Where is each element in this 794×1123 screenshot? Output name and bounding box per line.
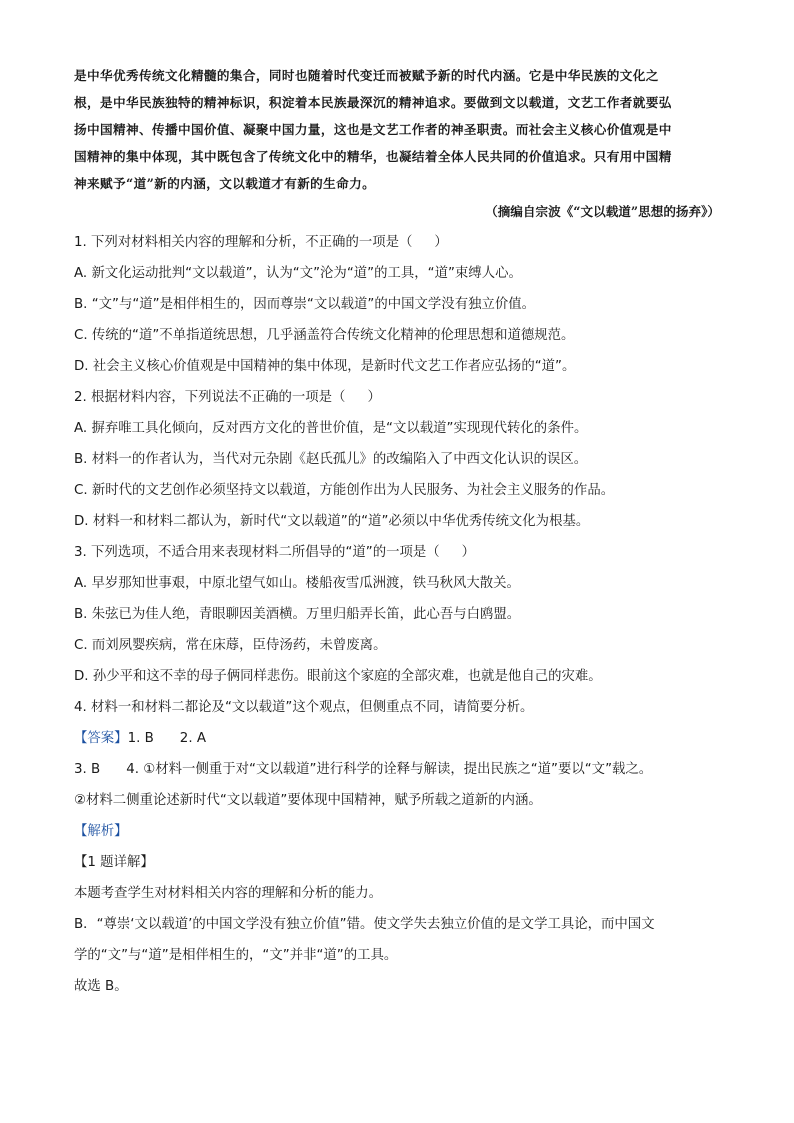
option-b: B. 材料一的作者认为，当代对元杂剧《赵氏孤儿》的改编陷入了中西文化认识的误区。 (74, 452, 588, 467)
passage-line: 是中华优秀传统文化精髓的集合，同时也随着时代变迁而被赋予新的时代内涵。它是中华民族的文化之 (74, 68, 659, 83)
question-2 (74, 382, 720, 537)
option-b: B. 朱弦已为佳人绝，青眼聊因美酒横。万里归船弄长笛，此心吾与白鸥盟。 (74, 607, 521, 622)
question-4 (74, 692, 720, 723)
passage-text (74, 62, 720, 197)
option-b: B. “文”与“道”是相伴相生的，因而尊崇“文以载道”的中国文学没有独立价值。 (74, 297, 536, 312)
option-a: A. 摒弃唯工具化倾向，反对西方文化的普世价值，是“文以载道”实现现代转化的条件。 (74, 421, 588, 436)
question-stem: 2. 根据材料内容，下列说法不正确的一项是（ ） (74, 390, 381, 405)
passage-line: 神来赋予“道”新的内涵，文以载道才有新的生命力。 (74, 176, 376, 191)
document-page (74, 62, 720, 1002)
answer-2: 2. A (179, 731, 206, 746)
analysis-b-line: 学的“文”与“道”是相伴相生的，“文”并非“道”的工具。 (74, 948, 398, 963)
answer-3: 3. B (74, 762, 101, 777)
option-d: D. 社会主义核心价值观是中国精神的集中体现，是新时代文艺工作者应弘扬的“道”。 (74, 359, 576, 374)
answer-section (74, 723, 720, 816)
option-c: C. 而刘夙婴疾病，常在床蓐，臣侍汤药，未曾废离。 (74, 638, 387, 653)
option-c: C. 新时代的文艺创作必须坚持文以载道，方能创作出为人民服务、为社会主义服务的作品。 (74, 483, 615, 498)
passage-source: （摘编自宗波《“文以载道”思想的扬弃》） (485, 204, 720, 219)
question-stem: 1. 下列对材料相关内容的理解和分析，不正确的一项是（ ） (74, 235, 448, 250)
option-a: A. 新文化运动批判“文以载道”，认为“文”沦为“道”的工具，“道”束缚人心。 (74, 266, 522, 281)
question-stem: 4. 材料一和材料二都论及“文以载道”这个观点，但侧重点不同，请简要分析。 (74, 700, 534, 715)
option-d: D. 孙少平和这不幸的母子俩同样悲伤。眼前这个家庭的全部灾难，也就是他自己的灾难。 (74, 669, 602, 684)
answer-tag: 【答案】 (74, 731, 128, 746)
analysis-heading: 【1 题详解】 (74, 855, 154, 870)
answer-1: 1. B (127, 731, 154, 746)
answer-line (74, 754, 720, 785)
option-a: A. 早岁那知世事艰，中原北望气如山。楼船夜雪瓜洲渡，铁马秋风大散关。 (74, 576, 520, 591)
answer-4-part1: 4. ①材料一侧重于对“文以载道”进行科学的诠释与解读，提出民族之“道”要以“文”载之。 (126, 762, 653, 777)
passage-line: 扬中国精神、传播中国价值、凝聚中国力量，这也是文艺工作者的神圣职责。而社会主义核心价值观是中 (74, 122, 672, 137)
passage-line: 国精神的集中体现，其中既包含了传统文化中的精华，也凝结着全体人民共同的价值追求。只有用中国精 (74, 149, 672, 164)
analysis-tag: 【解析】 (74, 824, 128, 839)
analysis-conclusion: 故选 B。 (74, 979, 128, 994)
question-1 (74, 227, 720, 382)
analysis-section (74, 816, 720, 1002)
analysis-b-line: B．“尊崇‘文以载道’的中国文学没有独立价值”错。使文学失去独立价值的是文学工具论，而中国文 (74, 917, 655, 932)
option-d: D. 材料一和材料二都认为，新时代“文以载道”的“道”必须以中华优秀传统文化为根基。 (74, 514, 590, 529)
passage-line: 根，是中华民族独特的精神标识，积淀着本民族最深沉的精神追求。要做到文以载道，文艺工作者就要弘 (74, 95, 672, 110)
answer-4-part2: ②材料二侧重论述新时代“文以载道”要体现中国精神，赋予所载之道新的内涵。 (74, 793, 542, 808)
answer-line (74, 723, 720, 754)
question-3 (74, 537, 720, 692)
question-stem: 3. 下列选项，不适合用来表现材料二所倡导的“道”的一项是（ ） (74, 545, 476, 560)
option-c: C. 传统的“道”不单指道统思想，几乎涵盖符合传统文化精神的伦理思想和道德规范。 (74, 328, 575, 343)
analysis-intro: 本题考查学生对材料相关内容的理解和分析的能力。 (74, 886, 382, 901)
